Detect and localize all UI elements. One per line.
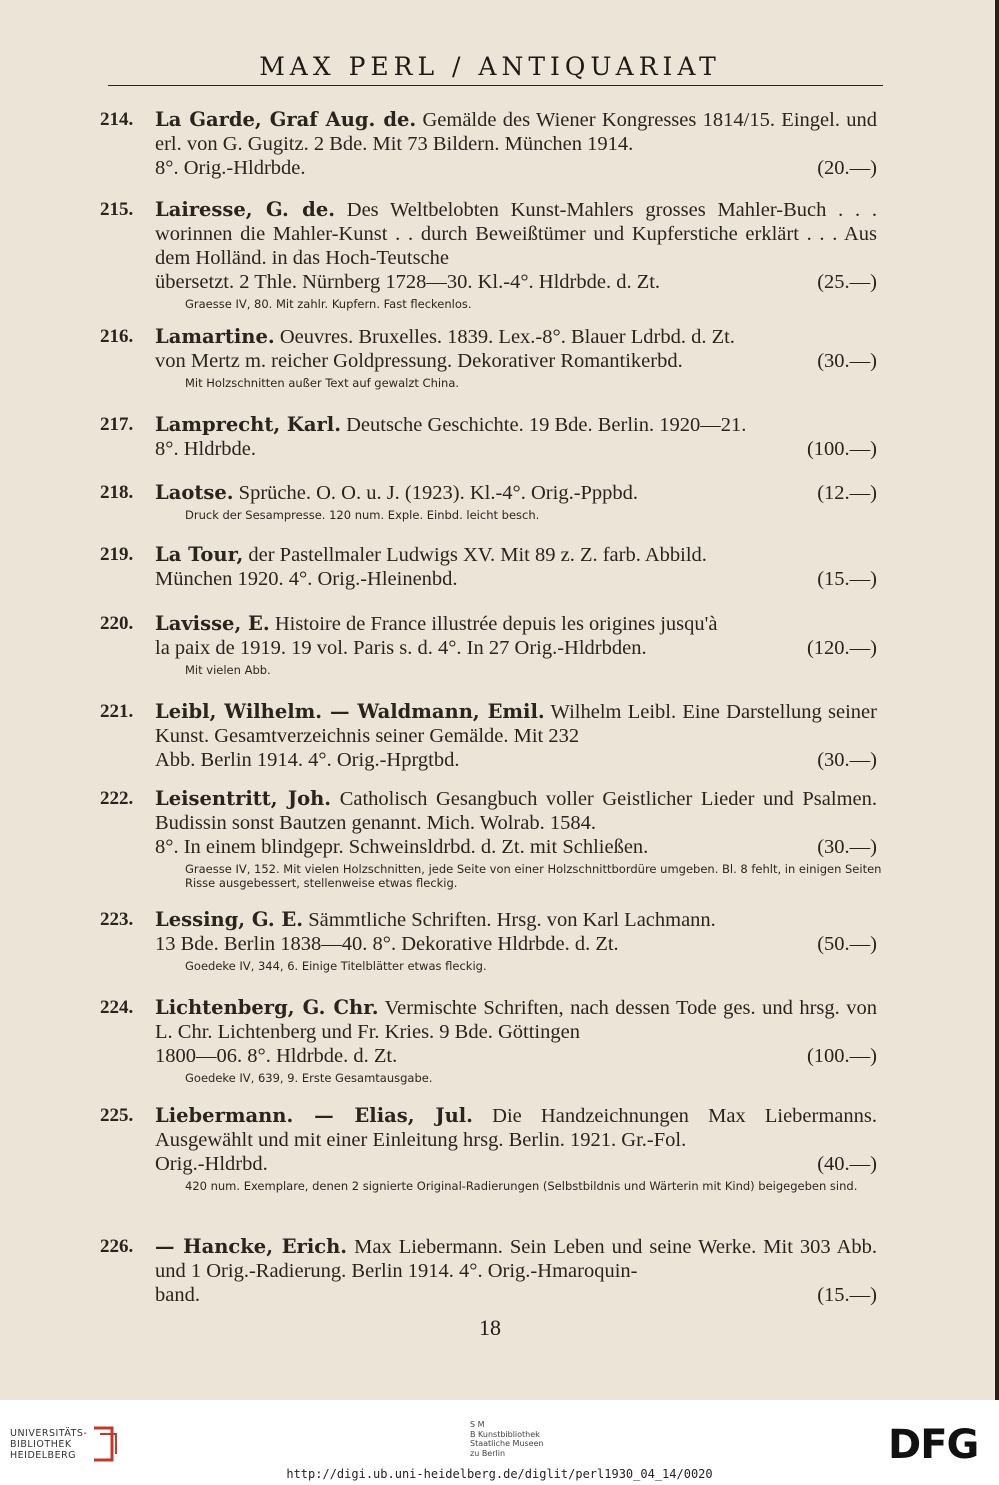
entry-last-text: übersetzt. 2 Thle. Nürnberg 1728—30. Kl.-4°. Hldrbde. d. Zt. <box>155 271 661 293</box>
entry-author: La Garde, Graf Aug. de. <box>155 108 417 131</box>
entry-text-block <box>155 108 877 156</box>
entry-description: Deutsche Geschichte. 19 Bde. Berlin. 1920—21. <box>346 414 747 436</box>
entry-text-block <box>155 700 877 748</box>
entry-text-block <box>155 1104 877 1152</box>
entry-last-text: band. <box>155 1284 200 1306</box>
entry-number: 217. <box>100 414 134 435</box>
entry-text-block <box>155 908 877 932</box>
entry-number: 219. <box>100 544 134 565</box>
entry-price: (20.—) <box>817 157 877 179</box>
entry-description: Die Handzeichnungen Max Liebermanns. Ausgewählt und mit einer Einleitung hrsg. Berlin. 1921. Gr.-Fol. <box>155 1105 878 1151</box>
entry-price: (15.—) <box>817 568 877 590</box>
entry-note: Graesse IV, 152. Mit vielen Holzschnitten, jede Seite von einer Holzschnittbordüre umgeben. Bl. 8 fehlt, in einigen Seiten Risse ausgebessert, stellenweise etwas fleckig. <box>185 862 882 890</box>
entry-description: der Pastellmaler Ludwigs XV. Mit 89 z. Z. farb. Abbild. <box>248 544 707 566</box>
entry-number: 215. <box>100 199 134 220</box>
entry-last-line <box>155 1283 877 1307</box>
entry-author: Lairesse, G. de. <box>155 198 336 221</box>
entry-description: Catholisch Gesangbuch voller Geistlicher Lieder und Psalmen. Budissin sonst Bautzen genannt. Mich. Wolrab. 1584. <box>155 788 877 834</box>
entry-last-text: 8°. Hldrbde. <box>155 438 256 460</box>
entry-number: 223. <box>100 909 134 930</box>
entry-body <box>155 1104 877 1176</box>
entry-author: Lamartine. <box>155 325 275 348</box>
entry-last-text: 8°. Orig.-Hldrbde. <box>155 157 306 179</box>
catalog-entry <box>100 413 890 461</box>
header-rule <box>108 85 883 86</box>
entry-author: Lessing, G. E. <box>155 908 304 931</box>
catalog-entry <box>100 700 890 772</box>
entry-last-line <box>155 567 877 591</box>
entry-note: Druck der Sesampresse. 120 num. Exple. Einbd. leicht besch. <box>185 508 540 522</box>
catalog-entry <box>100 787 890 890</box>
entry-price: (12.—) <box>817 482 877 504</box>
entry-description: Histoire de France illustrée depuis les origines jusqu'à <box>274 613 718 635</box>
entry-body <box>155 908 877 956</box>
entry-body <box>155 543 877 591</box>
entry-note: Graesse IV, 80. Mit zahlr. Kupfern. Fast fleckenlos. <box>185 297 472 311</box>
entry-body <box>155 481 877 505</box>
page-header-title: MAX PERL / ANTIQUARIAT <box>259 52 721 81</box>
entry-text-block <box>155 325 877 349</box>
university-mark-icon <box>90 1424 120 1464</box>
entry-last-text: 1800—06. 8°. Hldrbde. d. Zt. <box>155 1045 398 1067</box>
entry-last-line <box>155 932 877 956</box>
entry-last-line <box>155 156 877 180</box>
entry-author: Lichtenberg, G. Chr. <box>155 996 379 1019</box>
entry-description: Des Weltbelobten Kunst-Mahlers grosses Mahler-Buch . . . worinnen die Mahler-Kunst . . durch Beweißtümer und Kupferstiche erklärt . . . Aus dem Holländ. in das Hoch-Teutsche <box>155 199 877 269</box>
source-url-link[interactable]: http://digi.ub.uni-heidelberg.de/diglit/perl1930_04_14/0020 <box>286 1467 713 1481</box>
footer <box>0 1400 999 1485</box>
entry-last-text: 13 Bde. Berlin 1838—40. 8°. Dekorative Hldrbde. d. Zt. <box>155 933 619 955</box>
entry-text-block <box>155 1235 877 1283</box>
entry-note: Goedeke IV, 639, 9. Erste Gesamtausgabe. <box>185 1071 433 1085</box>
entry-body <box>155 198 877 294</box>
entry-number: 221. <box>100 701 134 722</box>
entry-last-line <box>155 835 877 859</box>
entry-last-text: la paix de 1919. 19 vol. Paris s. d. 4°. In 27 Orig.-Hldrbden. <box>155 637 647 659</box>
entry-last-text: Sprüche. O. O. u. J. (1923). Kl.-4°. Orig.-Pppbd. <box>238 482 639 504</box>
entry-text-block <box>155 543 877 567</box>
catalog-entry <box>100 543 890 591</box>
entry-author: Leibl, Wilhelm. — Waldmann, Emil. <box>155 700 545 723</box>
uni-logo-line2: BIBLIOTHEK <box>10 1439 72 1450</box>
entry-last-line <box>155 349 877 373</box>
entry-author: La Tour, <box>155 543 244 566</box>
entry-text-block <box>155 413 877 437</box>
catalog-entry <box>100 108 890 180</box>
entry-body <box>155 325 877 373</box>
entry-last-text: München 1920. 4°. Orig.-Hleinenbd. <box>155 568 458 590</box>
entry-text-block <box>155 996 877 1044</box>
entry-body <box>155 1235 877 1307</box>
entry-text-block <box>155 612 877 636</box>
entry-price: (30.—) <box>817 749 877 771</box>
page-number: 18 <box>479 1315 501 1340</box>
entry-author: — Hancke, Erich. <box>155 1235 348 1258</box>
entry-price: (30.—) <box>817 350 877 372</box>
entry-price: (100.—) <box>806 438 877 460</box>
entry-description: Wilhelm Leibl. Eine Darstellung seiner Kunst. Gesamtverzeichnis seiner Gemälde. Mit 232 <box>155 701 877 747</box>
kb-line4: zu Berlin <box>470 1448 506 1458</box>
kb-line3: Staatliche Museen <box>470 1439 544 1448</box>
entry-last-text: von Mertz m. reicher Goldpressung. Dekorativer Romantikerbd. <box>155 350 683 372</box>
entry-description: Gemälde des Wiener Kongresses 1814/15. Eingel. und erl. von G. Gugitz. 2 Bde. Mit 73 Bildern. München 1914. <box>155 109 878 155</box>
entry-last-text: Abb. Berlin 1914. 4°. Orig.-Hprgtbd. <box>155 749 460 771</box>
kb-line1: S M <box>470 1420 485 1429</box>
entry-text-block <box>155 787 877 835</box>
entry-price: (30.—) <box>817 836 877 858</box>
catalog-entry <box>100 612 890 677</box>
kb-line2: B Kunstbibliothek <box>470 1429 540 1439</box>
uni-logo-line3: HEIDELBERG <box>10 1450 77 1461</box>
entry-author: Laotse. <box>155 481 234 504</box>
entry-last-line <box>155 1152 877 1176</box>
catalog-entry <box>100 996 890 1085</box>
entry-last-line <box>155 437 877 461</box>
entry-number: 216. <box>100 326 134 347</box>
entry-last-line <box>155 748 877 772</box>
entry-author: Leisentritt, Joh. <box>155 787 332 810</box>
entry-description: Vermischte Schriften, nach dessen Tode ges. und hrsg. von L. Chr. Lichtenberg und Fr. Kries. 9 Bde. Göttingen <box>155 997 877 1043</box>
catalog-entry <box>100 481 890 522</box>
entry-price: (120.—) <box>806 637 877 659</box>
entry-description: Max Liebermann. Sein Leben und seine Werke. Mit 303 Abb. und 1 Orig.-Radierung. Berlin 1914. 4°. Orig.-Hmaroquin- <box>155 1236 877 1282</box>
entry-description: Sämmtliche Schriften. Hrsg. von Karl Lachmann. <box>308 909 716 931</box>
entry-text-block <box>155 481 877 505</box>
entry-last-line <box>155 636 877 660</box>
entry-number: 220. <box>100 613 134 634</box>
entry-description: Oeuvres. Bruxelles. 1839. Lex.-8°. Blauer Ldrbd. d. Zt. <box>279 326 735 348</box>
catalog-entry <box>100 1104 890 1193</box>
entry-number: 224. <box>100 997 134 1018</box>
catalog-entry <box>100 908 890 973</box>
entry-last-line <box>155 1044 877 1068</box>
catalog-entry <box>100 1235 890 1307</box>
entry-note: Mit vielen Abb. <box>185 663 271 677</box>
uni-logo-line1: UNIVERSITÄTS- <box>10 1428 88 1439</box>
catalog-entry <box>100 325 890 390</box>
entry-number: 222. <box>100 788 134 809</box>
entry-body <box>155 996 877 1068</box>
dfg-logo: DFG <box>888 1422 979 1468</box>
entry-number: 218. <box>100 482 134 503</box>
catalog-entry <box>100 198 890 311</box>
entry-inline-group <box>155 481 638 505</box>
university-library-logo <box>10 1428 87 1461</box>
entry-price: (50.—) <box>817 933 877 955</box>
kunstbibliothek-credit <box>470 1420 544 1458</box>
entry-body <box>155 108 877 180</box>
entry-author: Liebermann. — Elias, Jul. <box>155 1104 473 1127</box>
entry-number: 225. <box>100 1105 134 1126</box>
entry-note: Goedeke IV, 344, 6. Einige Titelblätter etwas fleckig. <box>185 959 487 973</box>
entry-price: (15.—) <box>817 1284 877 1306</box>
entry-number: 214. <box>100 109 134 130</box>
entry-note: Mit Holzschnitten außer Text auf gewalzt China. <box>185 376 460 390</box>
entry-price: (40.—) <box>817 1153 877 1175</box>
entry-body <box>155 413 877 461</box>
entry-last-line <box>155 270 877 294</box>
entry-last-text: Orig.-Hldrbd. <box>155 1153 268 1175</box>
entry-price: (25.—) <box>817 271 877 293</box>
entry-body <box>155 787 877 859</box>
entry-price: (100.—) <box>806 1045 877 1067</box>
entry-author: Lamprecht, Karl. <box>155 413 341 436</box>
entry-body <box>155 612 877 660</box>
entry-author: Lavisse, E. <box>155 612 270 635</box>
entry-last-text: 8°. In einem blindgepr. Schweinsldrbd. d. Zt. mit Schließen. <box>155 836 649 858</box>
entry-body <box>155 700 877 772</box>
entry-number: 226. <box>100 1236 134 1257</box>
entry-text-block <box>155 198 877 270</box>
entry-note: 420 num. Exemplare, denen 2 signierte Original-Radierungen (Selbstbildnis und Wärterin mit Kind) beigegeben sind. <box>185 1179 858 1193</box>
